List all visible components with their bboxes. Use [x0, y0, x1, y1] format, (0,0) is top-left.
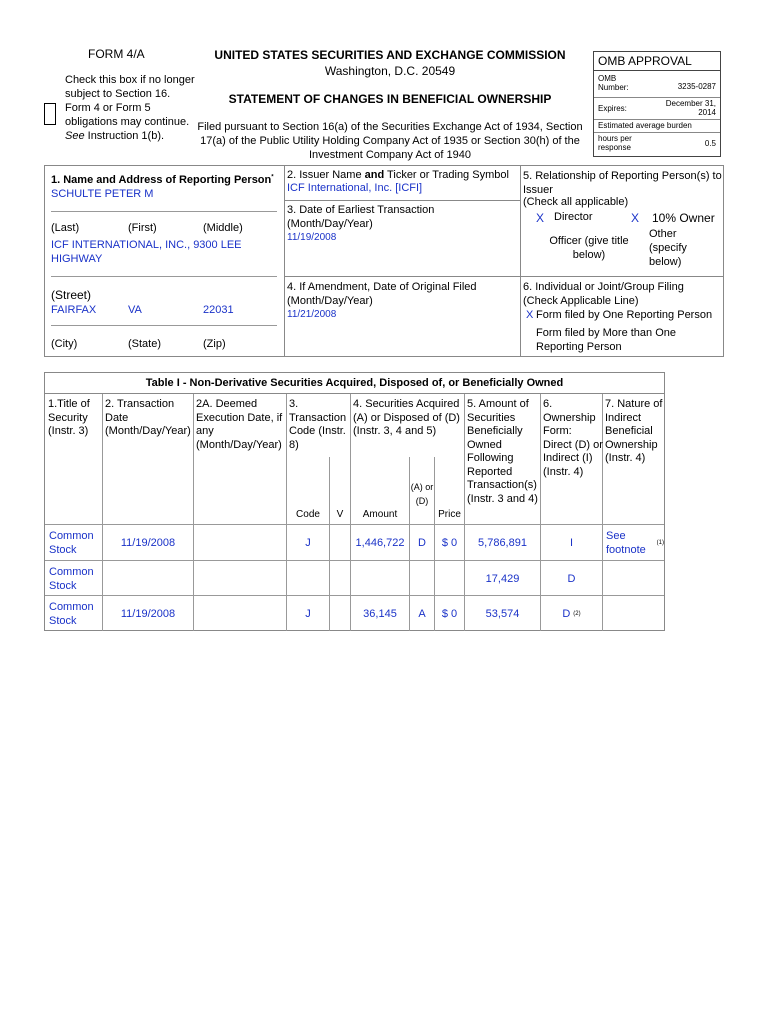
col-amount-owned: 5. Amount of Securities Beneficially Owned Following Reported Transaction(s) (Instr. 3 and 4): [467, 398, 538, 505]
row-transaction-date-text: 11/19/2008: [120, 536, 176, 549]
row-title-text: Common Stock: [49, 600, 94, 627]
col-transaction-date: 2. Transaction Date (Month/Day/Year): [105, 398, 191, 437]
subcol-divider: [329, 457, 330, 631]
omb-divider: [594, 119, 720, 120]
reporting-person-name: SCHULTE PETER M: [51, 188, 154, 200]
omb-number-row: [598, 74, 716, 96]
section-divider: [284, 200, 520, 201]
row-a-or-d-text: D: [418, 536, 426, 549]
state-value: VA: [128, 304, 142, 316]
city-value: FAIRFAX: [51, 304, 97, 316]
table-non-derivative: [44, 372, 665, 631]
subcol-price: Price: [438, 509, 461, 520]
row-transaction-date: [103, 596, 193, 631]
issuer-name-ticker: ICF International, Inc. [ICFI]: [287, 182, 423, 194]
omb-number-value: 3235-0287: [677, 82, 716, 91]
row-a-or-d-text: A: [418, 607, 426, 620]
middle-label: (Middle): [203, 222, 243, 234]
omb-hours-label: hours per response: [598, 134, 632, 152]
omb-approval-title: OMB APPROVAL: [594, 52, 720, 71]
row-title-text: Common Stock: [49, 529, 94, 556]
col-ownership-form: 6. Ownership Form: Direct (D) or Indirect (I) (Instr. 4): [543, 398, 603, 478]
omb-expires-label: Expires:: [598, 104, 627, 113]
section4-sub: (Month/Day/Year): [287, 295, 373, 307]
col-securities-acquired: 4. Securities Acquired (A) or Disposed of (D) (Instr. 3, 4 and 5): [353, 398, 460, 437]
subcol-amount: Amount: [362, 509, 398, 520]
section-divider: [520, 166, 521, 356]
reporting-person-sections: [44, 165, 724, 357]
street-address: ICF INTERNATIONAL, INC., 9300 LEE HIGHWAY: [51, 239, 242, 265]
other-label: Other (specify below): [649, 228, 687, 268]
check-box-instructions: Check this box if no longer subject to Section 16. Form 4 or Form 5 obligations may continue. See Instruction 1(b).: [65, 74, 195, 142]
row-amount-text: 1,446,722: [355, 536, 405, 549]
row-amount: [351, 561, 409, 596]
row-nature: [606, 561, 664, 596]
row-amount-owned: [465, 596, 540, 631]
omb-number-label: OMB Number:: [598, 74, 629, 92]
agency-title: UNITED STATES SECURITIES AND EXCHANGE COMMISSION: [214, 48, 566, 62]
statement-title: STATEMENT OF CHANGES IN BENEFICIAL OWNERSHIP: [228, 92, 552, 106]
first-label: (First): [128, 222, 157, 234]
row-transaction-date: [103, 561, 193, 596]
ten-percent-owner-label: 10% Owner: [652, 211, 715, 225]
earliest-transaction-date: 11/19/2008: [287, 232, 337, 243]
form-title: FORM 4/A: [88, 47, 145, 61]
section2-label: 2. Issuer Name and Ticker or Trading Symbol: [287, 169, 509, 181]
row-price: [435, 561, 464, 596]
last-label: (Last): [51, 222, 80, 234]
row-code: [287, 596, 329, 631]
omb-expires-value-1: December 31,: [665, 99, 716, 108]
row-code: [287, 561, 329, 596]
row-ownership-form-footnote[interactable]: (2): [573, 610, 581, 617]
zip-label: (Zip): [203, 338, 226, 350]
omb-hours-value: 0.5: [704, 139, 716, 148]
row-price: [435, 525, 464, 560]
row-amount: [351, 525, 409, 560]
omb-approval-box: [593, 51, 721, 157]
agency-address: Washington, D.C. 20549: [324, 64, 456, 78]
omb-hours-row: [598, 134, 716, 154]
city-label: (City): [51, 338, 78, 350]
row-code-text: J: [305, 536, 311, 549]
section5-sub: (Check all applicable): [523, 196, 629, 208]
officer-label: Officer (give title below): [549, 235, 629, 261]
city-underline: [51, 325, 277, 326]
original-filed-date: 11/21/2008: [287, 309, 337, 320]
omb-expires-value-2: 2014: [698, 108, 716, 117]
row-amount-owned: [465, 525, 540, 560]
section-divider: [284, 276, 520, 277]
street-label: (Street): [51, 288, 92, 302]
row-a-or-d: [410, 596, 434, 631]
omb-divider: [594, 132, 720, 133]
state-label: (State): [128, 338, 162, 350]
row-ownership-form-text: D: [567, 572, 576, 585]
row-ownership-form: [541, 596, 602, 631]
ten-percent-owner-mark[interactable]: X: [631, 211, 640, 225]
zip-value: 22031: [203, 304, 234, 316]
row-price-text: $ 0: [441, 536, 458, 549]
row-amount-owned-text: 5,786,891: [478, 536, 527, 549]
omb-burden-label: Estimated average burden: [598, 121, 692, 130]
section3-sub: (Month/Day/Year): [287, 218, 373, 230]
row-amount-text: 36,145: [363, 607, 397, 620]
row-transaction-date: [103, 525, 193, 560]
section-divider: [284, 166, 285, 356]
name-underline: [51, 211, 277, 212]
director-label: Director: [554, 211, 593, 223]
subcol-a-or-d: (A) or (D): [410, 482, 434, 506]
section5-label: 5. Relationship of Reporting Person(s) to Issuer: [523, 170, 722, 196]
col-deemed-execution-date: 2A. Deemed Execution Date, if any (Month/Day/Year): [196, 398, 283, 451]
row-price-text: $ 0: [441, 607, 458, 620]
row-nature: [606, 596, 664, 631]
section3-label: 3. Date of Earliest Transaction: [287, 204, 435, 216]
section-divider: [520, 276, 723, 277]
subcol-code: Code: [296, 509, 320, 520]
section4-label: 4. If Amendment, Date of Original Filed: [287, 281, 477, 293]
row-amount-owned: [465, 561, 540, 596]
one-reporting-person-label: Form filed by One Reporting Person: [536, 309, 713, 321]
row-ownership-form-text: I: [569, 536, 574, 549]
row-nature-footnote[interactable]: (1): [656, 539, 664, 546]
table-title: Table I - Non-Derivative Securities Acquired, Disposed of, or Beneficially Owned: [45, 373, 664, 394]
omb-expires-row: [598, 99, 716, 119]
col-title-of-security: 1.Title of Security (Instr. 3): [48, 398, 90, 437]
director-mark[interactable]: X: [536, 211, 545, 225]
col-nature-of-ownership: 7. Nature of Indirect Beneficial Ownership (Instr. 4): [605, 398, 663, 464]
row-amount: [351, 596, 409, 631]
section1-label: 1. Name and Address of Reporting Person*: [51, 174, 274, 186]
row-nature-text: See footnote: [606, 529, 646, 556]
section6-label: 6. Individual or Joint/Group Filing: [523, 281, 684, 293]
one-reporting-person-mark[interactable]: X: [526, 309, 534, 321]
row-nature: [606, 525, 664, 560]
row-ownership-form: [541, 561, 602, 596]
row-a-or-d: [410, 561, 434, 596]
row-ownership-form: [541, 525, 602, 560]
omb-divider: [594, 97, 720, 98]
row-title: [49, 596, 101, 631]
row-code-text: J: [305, 607, 311, 620]
street-underline: [51, 276, 277, 277]
row-title: [49, 561, 101, 596]
row-amount-owned-text: 17,429: [485, 572, 520, 585]
row-title-text: Common Stock: [49, 565, 94, 592]
row-price: [435, 596, 464, 631]
row-amount-owned-text: 53,574: [485, 607, 520, 620]
subcol-v: V: [336, 509, 344, 520]
row-title: [49, 525, 101, 560]
more-than-one-label: Form filed by More than One Reporting Person: [536, 327, 677, 353]
row-ownership-form-text: D: [562, 607, 571, 620]
no-longer-subject-checkbox[interactable]: [44, 103, 56, 125]
row-a-or-d: [410, 525, 434, 560]
section6-sub: (Check Applicable Line): [523, 295, 639, 307]
filed-pursuant-text: Filed pursuant to Section 16(a) of the Securities Exchange Act of 1934, Section 17(a) of the Public Utility Holding Company Act of 1935 or Section 30(h) of the Investment Company Act of 1940: [197, 121, 583, 161]
row-transaction-date-text: 11/19/2008: [120, 607, 176, 620]
col-transaction-code: 3. Transaction Code (Instr. 8): [289, 398, 347, 451]
row-code: [287, 525, 329, 560]
